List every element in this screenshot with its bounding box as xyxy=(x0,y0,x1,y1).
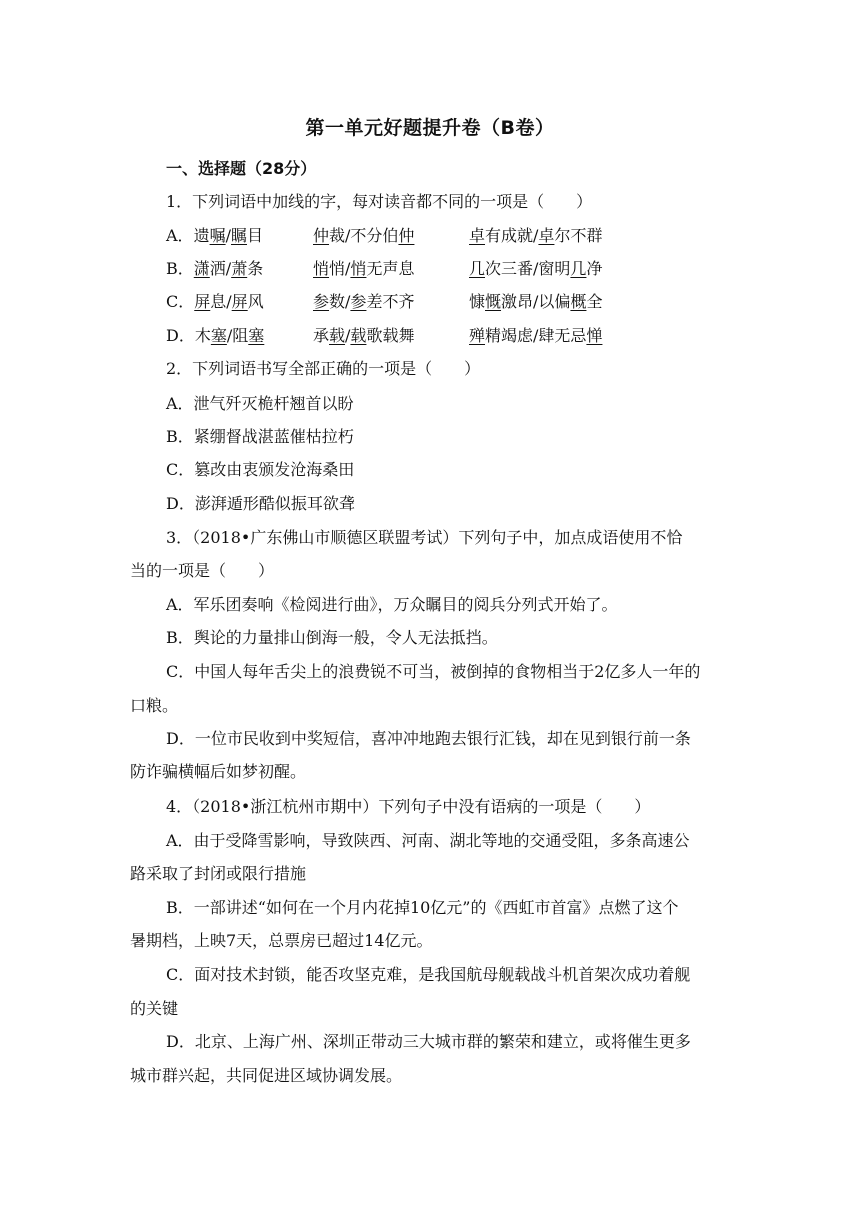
q4-stem: 4．（2018•浙江杭州市期中）下列句子中没有语病的一项是（ ） xyxy=(166,797,651,816)
q1-stem: 1．下列词语中加线的字，每对读音都不同的一项是（ ） xyxy=(166,192,593,211)
q4-option-a-line1: A．由于受降雪影响，导致陕西、河南、湖北等地的交通受阻，多条高速公 xyxy=(166,831,690,850)
section-heading: 一、选择题（28分） xyxy=(166,159,317,178)
q1-option-b-part3: 几次三番/窗明几净 xyxy=(469,259,603,278)
q2-option-d: D．澎湃遁形酷似振耳欲聋 xyxy=(166,494,355,513)
q3-option-b: B．舆论的力量排山倒海一般，令人无法抵挡。 xyxy=(166,628,498,647)
q3-stem-line2: 当的一项是（ ） xyxy=(130,561,275,580)
q2-option-a: A．泄气歼灭桅杆翘首以盼 xyxy=(166,394,354,413)
q3-option-d-line2: 防诈骗横幅后如梦初醒。 xyxy=(130,762,307,781)
q4-option-c-line2: 的关键 xyxy=(130,999,179,1018)
q3-option-a: A．军乐团奏响《检阅进行曲》，万众瞩目的阅兵分列式开始了。 xyxy=(166,595,618,614)
q1-option-a-part3: 卓有成就/卓尔不群 xyxy=(469,226,603,245)
q3-option-d-line1: D．一位市民收到中奖短信，喜冲冲地跑去银行汇钱，却在见到银行前一条 xyxy=(166,729,691,748)
q2-option-b: B．紧绷督战湛蓝催枯拉朽 xyxy=(166,427,354,446)
q1-option-d-part2: 承载/载歌载舞 xyxy=(313,326,415,345)
q1-option-a-part1: A．遗嘱/瞩目 xyxy=(166,226,264,245)
q3-stem-line1: 3．（2018•广东佛山市顺德区联盟考试）下列句子中，加点成语使用不恰 xyxy=(166,528,683,547)
q4-option-c-line1: C．面对技术封锁，能否攻坚克难，是我国航母舰载战斗机首架次成功着舰 xyxy=(166,965,691,984)
q3-option-c-line2: 口粮。 xyxy=(130,696,179,715)
q1-option-b-part2: 悄悄/悄无声息 xyxy=(313,259,415,278)
q1-option-d-part3: 殚精竭虑/肆无忌惮 xyxy=(469,326,603,345)
q3-option-c-line1: C．中国人每年舌尖上的浪费锐不可当，被倒掉的食物相当于2亿多人一年的 xyxy=(166,662,701,681)
q1-option-c-part3: 慷慨激昂/以偏概全 xyxy=(469,292,603,311)
q1-option-a-part2: 仲裁/不分伯仲 xyxy=(313,226,415,245)
q1-option-b-part1: B．潇洒/萧条 xyxy=(166,259,264,278)
q1-option-c-part2: 参数/参差不齐 xyxy=(313,292,415,311)
q4-option-a-line2: 路采取了封闭或限行措施 xyxy=(130,864,307,883)
q1-option-c-part1: C．屏息/屏风 xyxy=(166,292,264,311)
q2-stem: 2．下列词语书写全部正确的一项是（ ） xyxy=(166,359,481,378)
page-title: 第一单元好题提升卷（B卷） xyxy=(305,117,555,139)
q2-option-c: C．篡改由衷颁发沧海桑田 xyxy=(166,460,355,479)
q4-option-b-line2: 暑期档，上映7天，总票房已超过14亿元。 xyxy=(130,931,433,950)
q4-option-d-line1: D．北京、上海广州、深圳正带动三大城市群的繁荣和建立，或将催生更多 xyxy=(166,1032,691,1051)
q4-option-b-line1: B．一部讲述“如何在一个月内花掉10亿元”的《西虹市首富》点燃了这个 xyxy=(166,898,679,917)
q1-option-d-part1: D．木塞/阻塞 xyxy=(166,326,265,345)
q4-option-d-line2: 城市群兴起，共同促进区域协调发展。 xyxy=(130,1066,403,1085)
